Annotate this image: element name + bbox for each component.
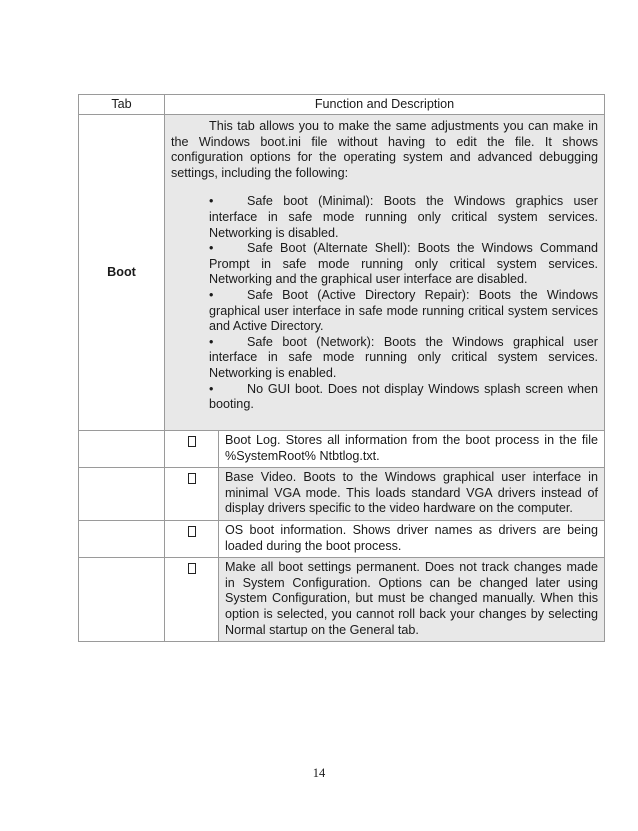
option-text: Base Video. Boots to the Windows graphical user interface in minimal VGA mode. This loads standard VGA drivers instead of display drivers specific to the video hardware on the computer.	[219, 468, 605, 520]
bullet-text: Safe boot (Minimal): Boots the Windows graphics user interface in safe mode running only critical system services. Networking is disabled.	[209, 194, 598, 240]
table-header-row	[79, 95, 605, 115]
option-row	[79, 520, 605, 557]
empty-tab-cell	[79, 520, 165, 557]
bullet-item	[209, 288, 598, 335]
bullet-item	[209, 335, 598, 382]
option-cell	[165, 558, 605, 642]
boot-intro: This tab allows you to make the same adjustments you can make in the Windows boot.ini file without having to edit the file. It shows configuration options for the operating system and advanced debugging settings, including the following:	[171, 119, 598, 180]
bullet-dot: •	[209, 194, 214, 209]
option-row	[79, 468, 605, 521]
header-tab: Tab	[79, 95, 165, 115]
bullet-text: Safe Boot (Alternate Shell): Boots the Windows Command Prompt in safe mode running only critical system services. Networking and the graphical user interface are disabled.	[209, 241, 598, 287]
bullet-dot: •	[209, 287, 214, 302]
option-text: OS boot information. Shows driver names as drivers are being loaded during the boot process.	[225, 522, 598, 553]
option-cell	[165, 431, 605, 468]
option-row	[79, 431, 605, 468]
missing-glyph-icon	[165, 558, 219, 641]
empty-tab-cell	[79, 431, 165, 468]
option-row	[79, 558, 605, 642]
bullet-dot: •	[209, 241, 214, 256]
option-text: Make all boot settings permanent. Does not track changes made in System Configuration. Options can be changed later using System Configuration, but must be changed manually. When this option is selected, you cannot roll back your changes by selecting Normal startup on the General tab.	[219, 558, 605, 641]
bullet-text: Safe boot (Network): Boots the Windows graphical user interface in safe mode running only critical system services. Networking is enabled.	[209, 334, 598, 380]
header-function: Function and Description	[165, 95, 605, 115]
bullet-dot: •	[209, 381, 214, 396]
boot-description	[165, 115, 605, 431]
empty-tab-cell	[79, 558, 165, 642]
bullet-item	[209, 241, 598, 288]
bullet-list	[209, 194, 598, 412]
boot-options-table	[78, 94, 605, 642]
option-cell	[165, 520, 605, 557]
bullet-item	[209, 194, 598, 241]
bullet-item	[209, 382, 598, 413]
missing-glyph-icon	[165, 521, 219, 557]
option-text: Boot Log. Stores all information from the boot process in the file %SystemRoot% Ntbtlog.txt.	[225, 433, 598, 463]
missing-glyph-icon	[165, 431, 219, 467]
bullet-text: No GUI boot. Does not display Windows splash screen when booting.	[209, 381, 598, 412]
option-cell	[165, 468, 605, 521]
boot-label: Boot	[79, 115, 165, 431]
boot-row	[79, 115, 605, 431]
missing-glyph-icon	[165, 468, 219, 520]
bullet-dot: •	[209, 334, 214, 349]
empty-tab-cell	[79, 468, 165, 521]
bullet-text: Safe Boot (Active Directory Repair): Boots the Windows graphical user interface in safe mode running critical system services and Active Directory.	[209, 287, 598, 334]
page-number: 14	[312, 766, 326, 780]
